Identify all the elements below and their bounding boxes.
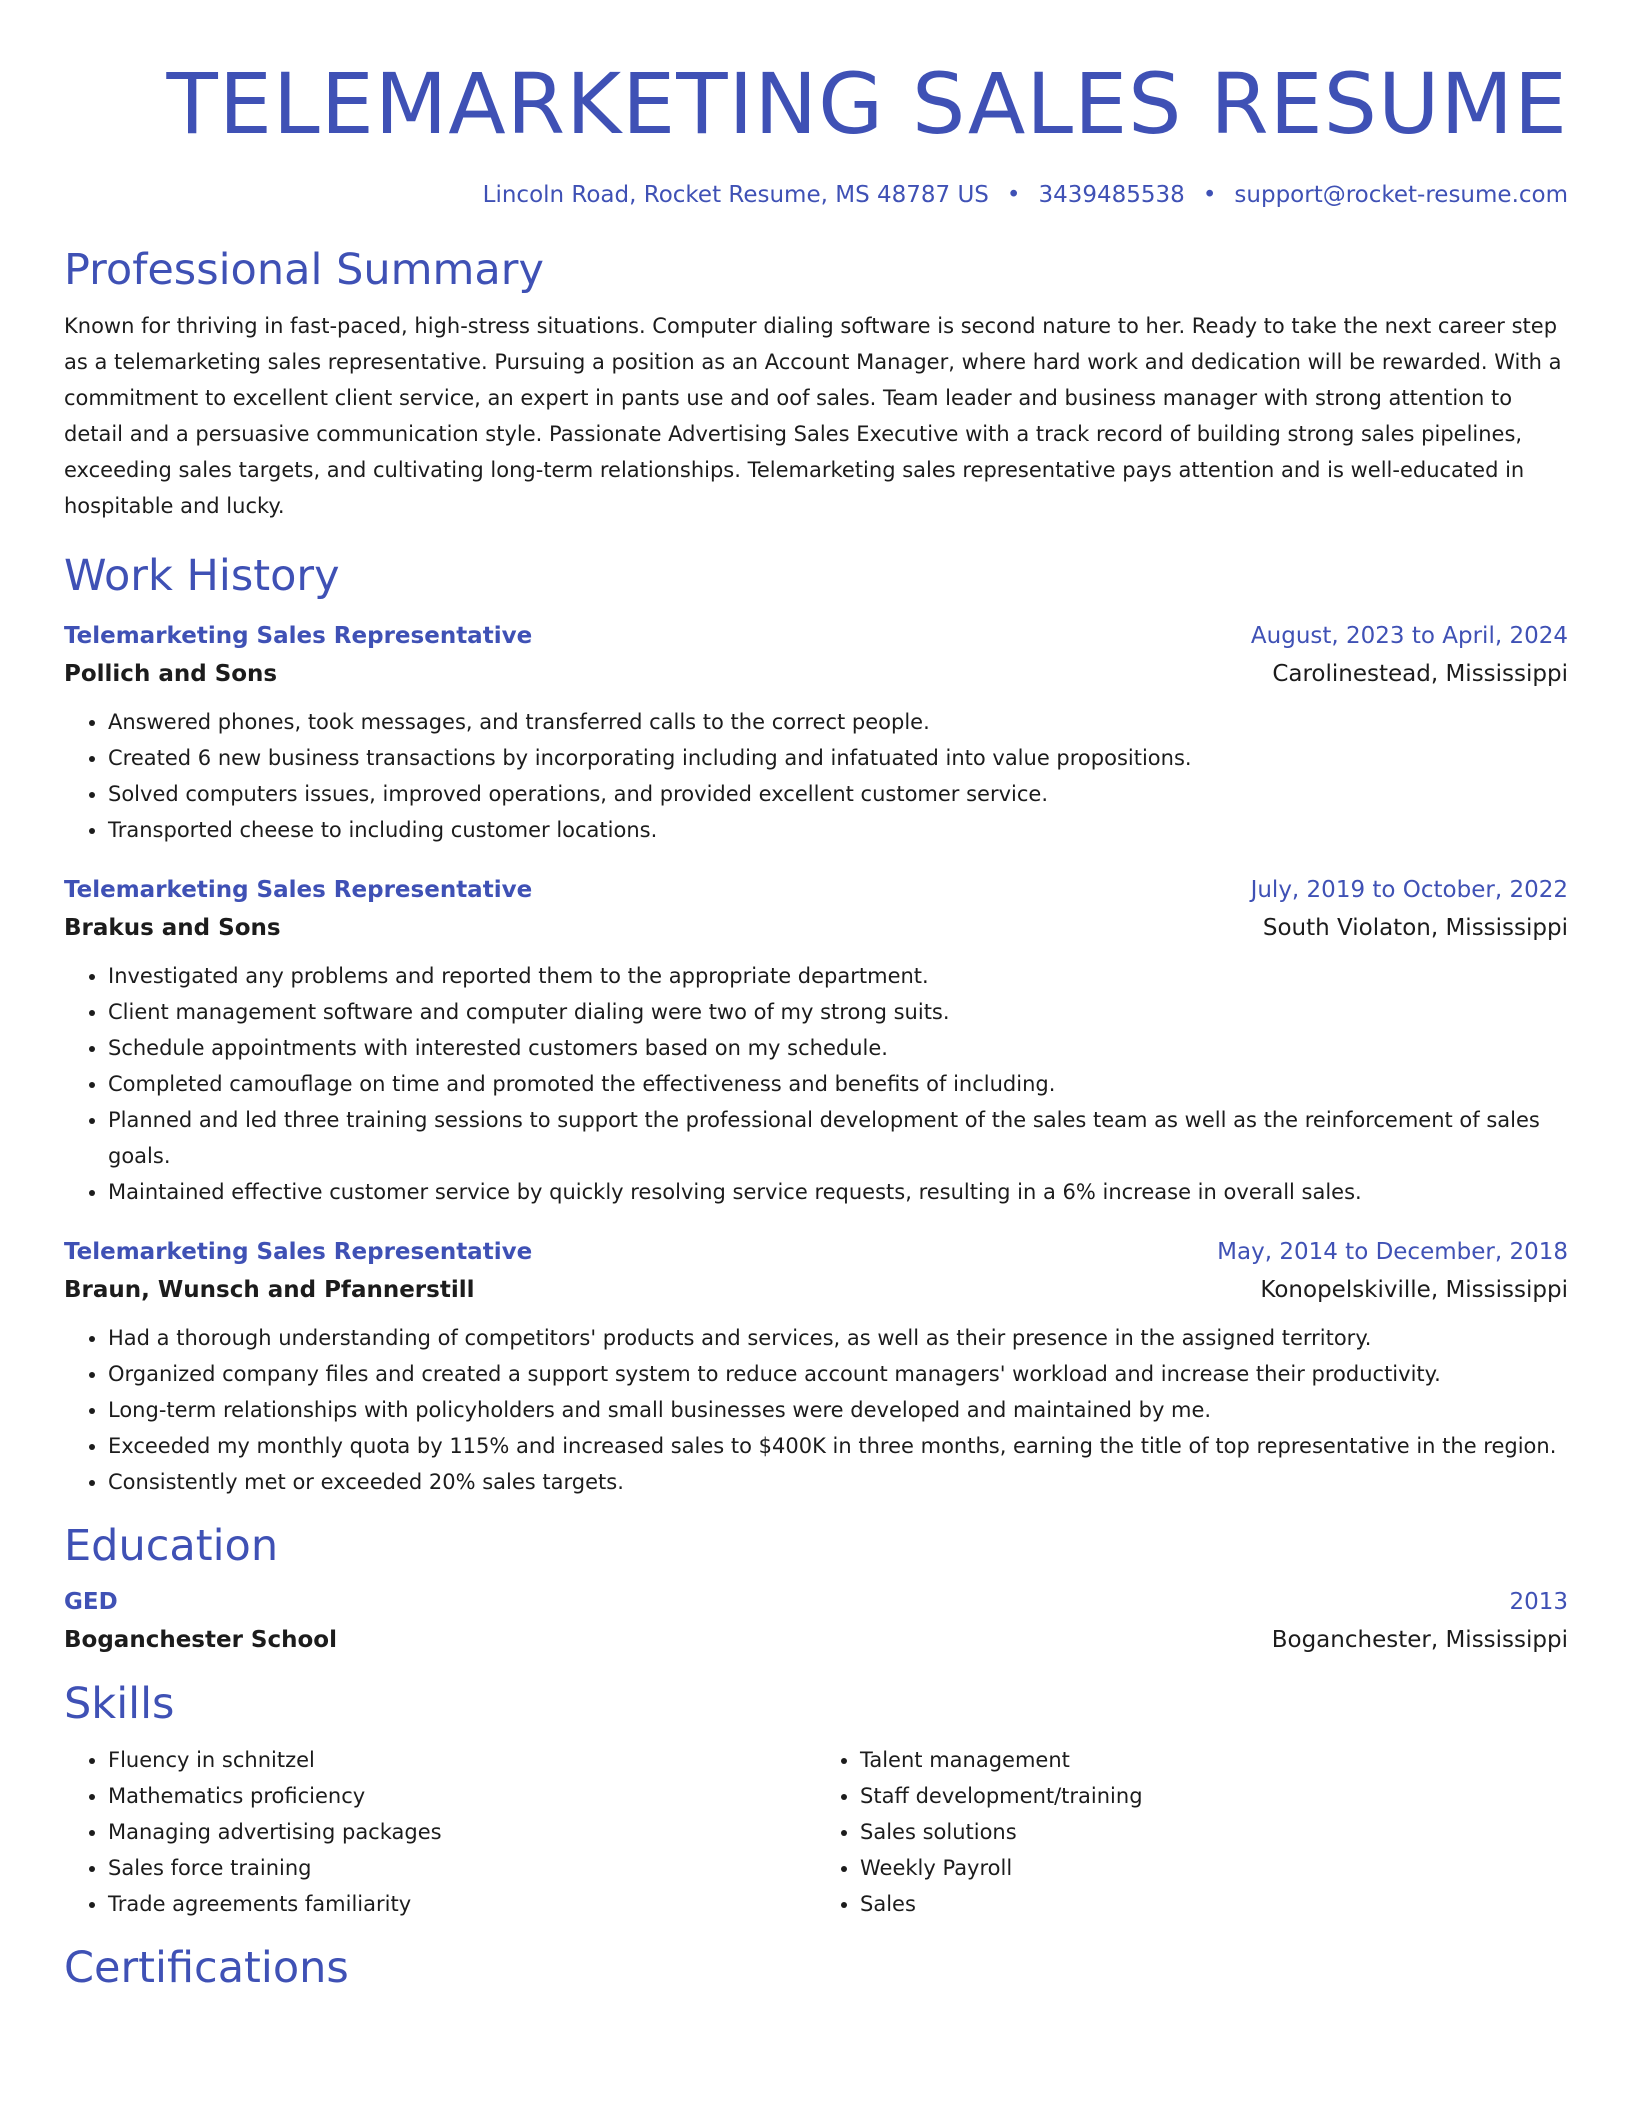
resume-title: TELEMARKETING SALES RESUME [166, 55, 1568, 153]
job-bullet: • Transported cheese to including customer locations. [108, 812, 1568, 848]
job-bullet: • Solved computers issues, improved operations, and provided excellent customer service. [108, 776, 1568, 812]
skill-item: • Weekly Payroll [860, 1850, 1568, 1886]
skills-list-left [64, 1742, 816, 1922]
job-role: Telemarketing Sales Representative [64, 877, 533, 903]
job-role: Telemarketing Sales Representative [64, 1239, 533, 1265]
job-bullet: • Created 6 new business transactions by incorporating including and infatuated into value propositions. [108, 740, 1568, 776]
job-bullet: • Exceeded my monthly quota by 115% and increased sales to $400K in three months, earning the title of top representative in the region. [108, 1428, 1568, 1464]
education-school: Boganchester School [64, 1627, 337, 1653]
job-entry [64, 1236, 1568, 1500]
summary-heading: Professional Summary [64, 245, 544, 295]
skill-item: • Sales [860, 1886, 1568, 1922]
skills-columns [64, 1742, 1568, 1922]
contact-phone: 3439485538 [1038, 182, 1185, 208]
skill-item: • Sales force training [108, 1850, 816, 1886]
job-location: South Violaton, Mississippi [1262, 915, 1568, 941]
education-year: 2013 [1509, 1589, 1568, 1615]
job-bullet: • Maintained effective customer service by quickly resolving service requests, resulting in a 6% increase in overall sales. [108, 1174, 1568, 1210]
job-bullet: • Schedule appointments with interested customers based on my schedule. [108, 1030, 1568, 1066]
job-bullets [64, 704, 1568, 848]
job-dates: August, 2023 to April, 2024 [1250, 623, 1568, 649]
education-location: Boganchester, Mississippi [1271, 1627, 1568, 1653]
job-entry [64, 874, 1568, 1210]
contact-separator: • [1202, 182, 1217, 208]
job-entry [64, 620, 1568, 848]
contact-separator: • [1006, 182, 1021, 208]
job-bullet: • Client management software and computer dialing were two of my strong suits. [108, 994, 1568, 1030]
job-bullet: • Planned and led three training sessions to support the professional development of the sales team as well as the reinforcement of sales goals. [108, 1102, 1568, 1174]
skills-list-right [816, 1742, 1568, 1922]
education-degree: GED [64, 1589, 118, 1615]
skill-item: • Sales solutions [860, 1814, 1568, 1850]
job-role: Telemarketing Sales Representative [64, 623, 533, 649]
skill-item: • Staff development/training [860, 1778, 1568, 1814]
education-entry [64, 1586, 1568, 1656]
job-dates: July, 2019 to October, 2022 [1250, 877, 1568, 903]
contact-email: support@rocket-resume.com [1234, 182, 1568, 208]
job-company: Brakus and Sons [64, 915, 281, 941]
job-bullet: • Had a thorough understanding of competitors' products and services, as well as their presence in the assigned territory. [108, 1320, 1568, 1356]
work-history-heading: Work History [64, 551, 340, 601]
job-bullet: • Consistently met or exceeded 20% sales targets. [108, 1464, 1568, 1500]
skill-item: • Trade agreements familiarity [108, 1886, 816, 1922]
job-bullet: • Completed camouflage on time and promoted the effectiveness and benefits of including. [108, 1066, 1568, 1102]
job-bullets [64, 958, 1568, 1210]
job-dates: May, 2014 to December, 2018 [1217, 1239, 1568, 1265]
job-bullets [64, 1320, 1568, 1500]
certifications-heading: Certifications [64, 1943, 349, 1993]
contact-address: Lincoln Road, Rocket Resume, MS 48787 US [482, 182, 989, 208]
skill-item: • Mathematics proficiency [108, 1778, 816, 1814]
skill-item: • Fluency in schnitzel [108, 1742, 816, 1778]
job-bullet: • Answered phones, took messages, and transferred calls to the correct people. [108, 704, 1568, 740]
job-company: Pollich and Sons [64, 661, 278, 687]
skills-heading: Skills [64, 1679, 175, 1729]
job-bullet: • Investigated any problems and reported them to the appropriate department. [108, 958, 1568, 994]
contact-line [64, 180, 1568, 210]
skill-item: • Managing advertising packages [108, 1814, 816, 1850]
job-bullet: • Long-term relationships with policyholders and small businesses were developed and maintained by me. [108, 1392, 1568, 1428]
summary-text: Known for thriving in fast-paced, high-stress situations. Computer dialing software is second nature to her. Ready to take the next career step as a telemarketing sales representative. Pursuing a position as an Account Manager, where hard work and dedication will be rewarded. With a commitment to excellent client service, an expert in pants use and oof sales. Team leader and business manager with strong attention to detail and a persuasive communication style. Passionate Advertising Sales Executive with a track record of building strong sales pipelines, exceeding sales targets, and cultivating long-term relationships. Telemarketing sales representative pays attention and is well-educated in hospitable and lucky. [64, 314, 1562, 518]
job-location: Carolinestead, Mississippi [1272, 661, 1568, 687]
job-bullet: • Organized company files and created a support system to reduce account managers' workload and increase their productivity. [108, 1356, 1568, 1392]
job-location: Konopelskiville, Mississippi [1260, 1277, 1568, 1303]
skill-item: • Talent management [860, 1742, 1568, 1778]
education-heading: Education [64, 1521, 279, 1571]
job-company: Braun, Wunsch and Pfannerstill [64, 1277, 475, 1303]
